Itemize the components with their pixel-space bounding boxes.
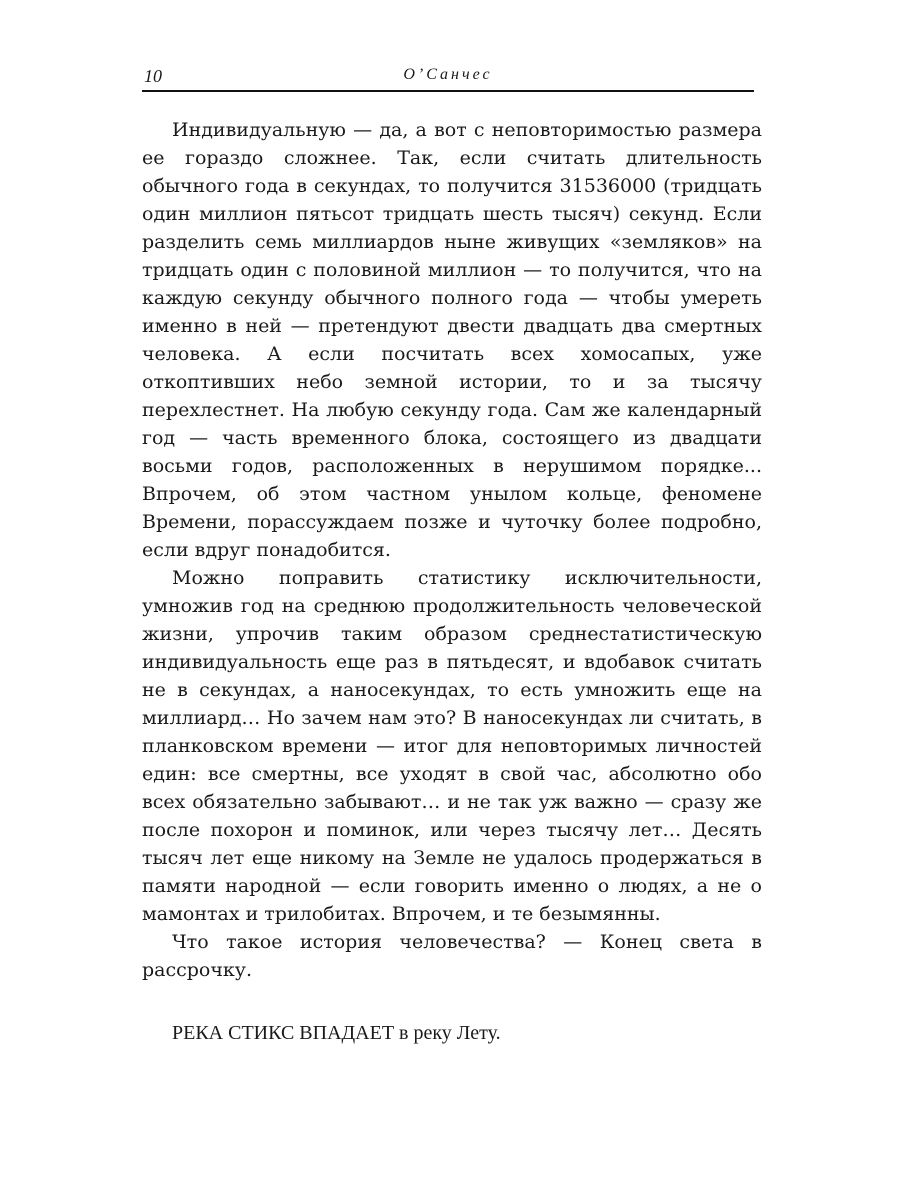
- paragraph: Индивидуальную — да, а вот с неповторимостью размера ее гораздо сложнее. Так, если считать длительность обычного года в секундах, то получится 31536000 (тридцать один миллион пятьсот тридцать шесть тысяч) секунд. Если разделить семь миллиардов ныне живущих «земляков» на тридцать один с половиной миллион — то получится, что на каждую секунду обычного полного года — чтобы умереть именно в ней — претендуют двести двадцать два смертных человека. А если посчитать всех хомосапых, уже откоптивших небо земной истории, то и за тысячу перехлестнет. На любую секунду года. Сам же календарный год — часть временного блока, состоящего из двадцати восьми годов, расположенных в нерушимом порядке... Впрочем, об этом частном унылом кольце, феномене Времени, порассуждаем позже и чуточку более подробно, если вдруг понадобится.: [142, 119, 762, 561]
- paragraph: Что такое история человечества? — Конец света в рассрочку.: [142, 931, 762, 981]
- section-opening-line: РЕКА СТИКС ВПАДАЕТ в реку Лету.: [172, 1022, 501, 1044]
- running-head-author: О’Санчес: [403, 66, 493, 83]
- paragraph: Можно поправить статистику исключительности, умножив год на среднюю продолжительность человеческой жизни, упрочив таким образом среднестатистическую индивидуальность еще раз в пятьдесят, и вдобавок считать не в секундах, а наносекундах, то есть умножить еще на миллиард… Но зачем нам это? В наносекундах ли считать, в планковском времени — итог для неповторимых личностей един: все смертны, все уходят в свой час, абсолютно обо всех обязательно забывают… и не так уж важно — сразу же после похорон и поминок, или через тысячу лет… Десять тысяч лет еще никому на Земле не удалось продержаться в памяти народной — если говорить именно о людях, а не о мамонтах и трилобитах. Впрочем, и те безымянны.: [142, 567, 762, 925]
- page-number: 10: [144, 66, 162, 86]
- body-text: [142, 116, 762, 984]
- running-head: [142, 62, 754, 92]
